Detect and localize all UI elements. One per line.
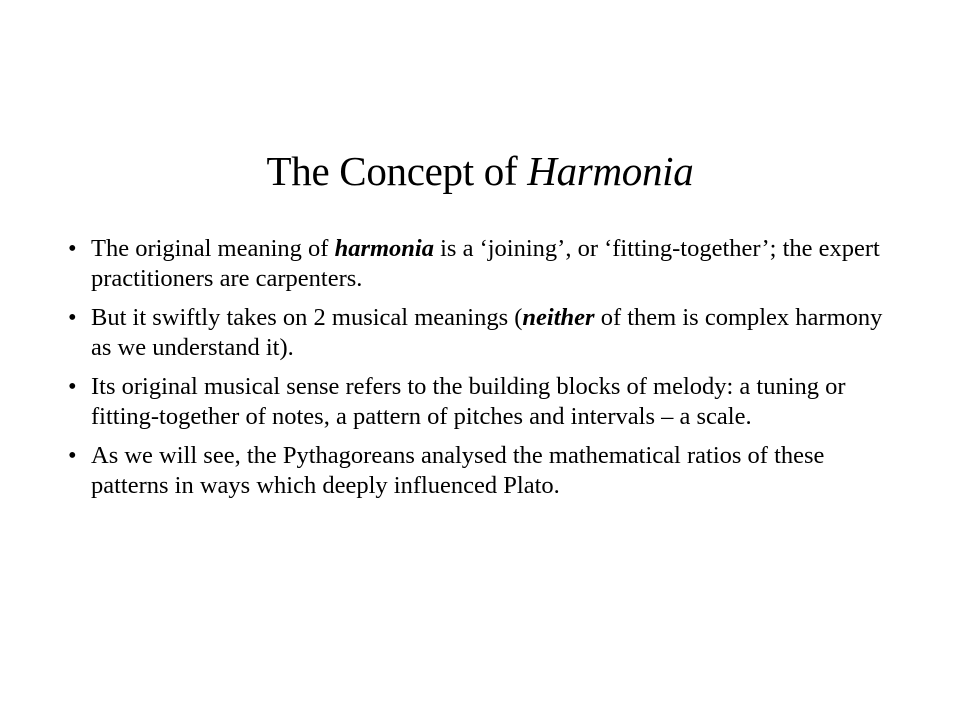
bullet-marker: • [68, 304, 77, 331]
slide-title [0, 145, 960, 197]
slide-title-prefix: The Concept of [266, 148, 528, 194]
bullet-item [68, 303, 898, 363]
bullet-item [68, 441, 898, 501]
bullet-text: As we will see, the Pythagoreans analysed the mathematical ratios of these patterns in ways which deeply influenced Plato. [91, 442, 825, 499]
bullet-text: The original meaning of [91, 235, 335, 262]
bullet-text: of them is complex harmony as we understand it). [91, 304, 883, 361]
bullet-emphasis: harmonia [334, 235, 434, 262]
bullet-list [68, 234, 898, 510]
bullet-text: But it swiftly takes on 2 musical meanings ( [91, 304, 523, 331]
bullet-marker: • [68, 442, 77, 469]
bullet-marker: • [68, 373, 77, 400]
bullet-emphasis: neither [522, 304, 595, 331]
bullet-marker: • [68, 235, 77, 262]
bullet-text: Its original musical sense refers to the building blocks of melody: a tuning or fitting-together of notes, a pattern of pitches and intervals – a scale. [91, 373, 846, 430]
bullet-text: is a ‘joining’, or ‘fitting-together’; the expert practitioners are carpenters. [91, 235, 880, 292]
bullet-item [68, 372, 898, 432]
bullet-item [68, 234, 898, 294]
slide-title-italic: Harmonia [527, 148, 694, 194]
